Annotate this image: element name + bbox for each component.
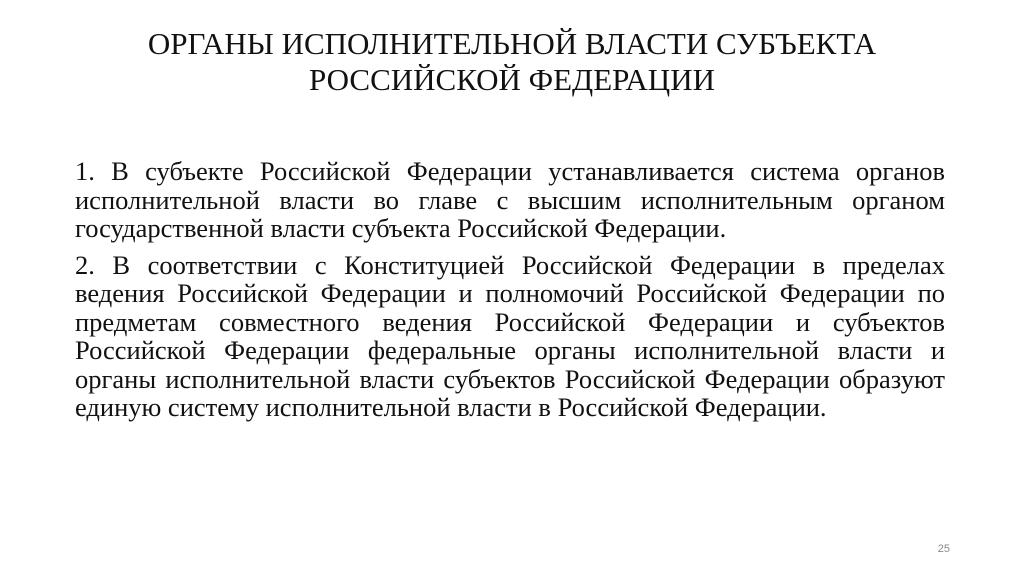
paragraph-1: 1. В субъекте Российской Федерации устанавливается система органов исполнительной власти во главе с высшим исполнительным органом государственной власти субъекта Российской Федерации. xyxy=(75,156,945,243)
slide-title-line-2: РОССИЙСКОЙ ФЕДЕРАЦИИ xyxy=(309,62,715,97)
slide-body xyxy=(75,157,945,422)
slide-title-line-1: ОРГАНЫ ИСПОЛНИТЕЛЬНОЙ ВЛАСТИ СУБЪЕКТА xyxy=(147,26,877,61)
paragraph-2: 2. В соответствии с Конституцией Российской Федерации в пределах ведения Российской Федерации и полномочий Российской Федерации по предметам совместного ведения Российской Федерации и субъектов Российской Федерации федеральные органы исполнительной власти и органы исполнительной власти субъектов Российской Федерации образуют единую систему исполнительной власти в Российской Федерации. xyxy=(75,249,945,422)
page-number: 25 xyxy=(937,543,950,555)
slide-title xyxy=(60,26,964,98)
